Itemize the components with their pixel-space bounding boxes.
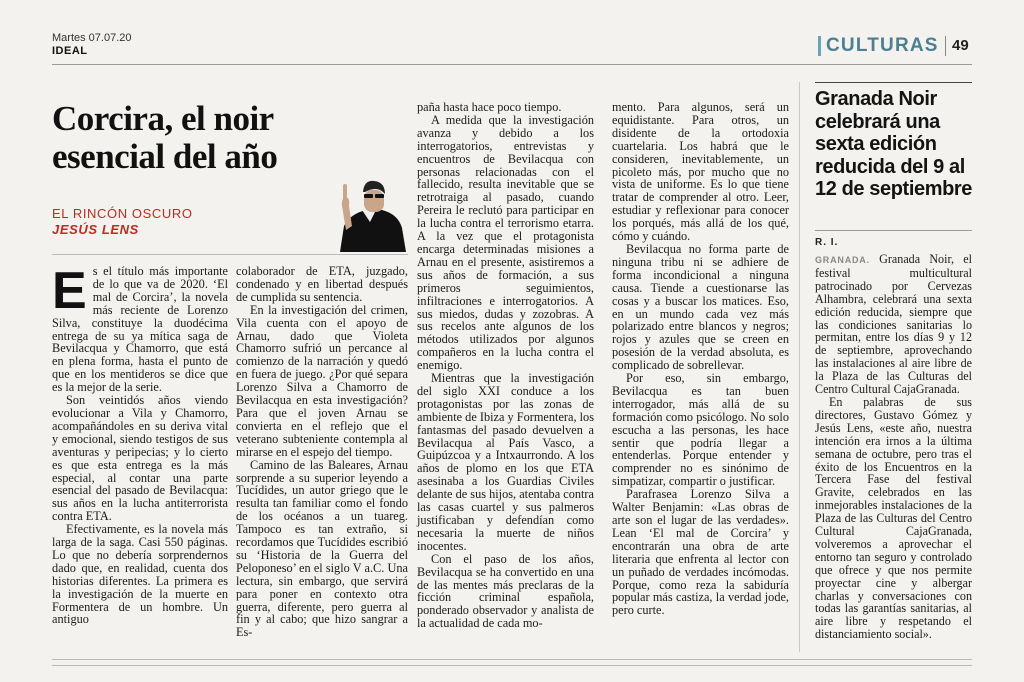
paragraph: s el título más importante de lo que va de 2020. ‘El mal de Corcira’, la novela más reciente de Lorenzo Silva, constituye la duodécima entrega de su ya mítica saga de Bevilacqua y Chamorro, que está en plena forma, hasta el punto de que en los mentideros se dice que es la mejor de la serie. — [52, 264, 228, 395]
paragraph: Con el paso de los años, Bevilacqua se ha convertido en una de las mentes más preclaras de la ficción criminal española, ponderado observador y analista de la actualidad de cada mo- — [417, 551, 594, 631]
sidebar-body — [815, 253, 972, 641]
article-author: JESÚS LENS — [52, 222, 139, 237]
column-kicker: EL RINCÓN OSCURO — [52, 206, 193, 221]
drop-cap: E — [52, 262, 87, 320]
paragraph: Bevilacqua no forma parte de ninguna tribu ni se adhiere de forma incondicional a ninguna causa. Tiende a cuestionarse las cosas y a buscar los matices. Eso, en un mundo cada vez más polarizado entre blancos y negros; rojos y azules que se creen en posesión de la verdad absoluta, es complicado de sobrellevar. — [612, 241, 789, 373]
paragraph — [815, 253, 972, 396]
paragraph: paña hasta hace poco tiempo. — [417, 100, 562, 114]
sidebar-rule — [815, 230, 972, 231]
paragraph-text: Granada Noir, el festival multicultural patrocinado por Cervezas Alhambra, celebrará una sexta edición reducida, siempre que las condiciones sanitarias lo permitan, entre los días 9 y 12 de septiembre, aprovechando las instalaciones al aire libre de la Plaza de las Culturas del Centro Cultural CajaGranada. — [815, 252, 972, 397]
paragraph: Mientras que la investigación del siglo XXI conduce a los protagonistas por las zonas de ambiente de Ibiza y Formentera, los fantasmas del pasado devuelven a Bevilacqua al País Vasco, a Guipúzcoa y a Intxaurrondo. A los años de plomo en los que ETA asesinaba a los Guardias Civiles delante de sus hijos, atentaba contra las casas cuartel y sus palmeros justificaban y defendían como necesaria la muerte de niños inocentes. — [417, 371, 594, 553]
paragraph: Parafrasea Lorenzo Silva a Walter Benjamin: «Las obras de arte son el lugar de las verdades». Lean ‘El mal de Corcira’ y encontrarán una obra de arte literaria que enfrenta al lector con un puñado de verdades incómodas. Porque, como reza la sabiduría popular más castiza, la verdad jode, pero curte. — [612, 487, 789, 618]
sidebar-headline: Granada Noir celebrará una sexta edición reducida del 9 al 12 de septiembre — [815, 88, 973, 200]
sidebar-top-rule — [815, 82, 972, 83]
footer-rule — [52, 659, 972, 660]
paragraph: colaborador de ETA, juzgado, condenado y en libertad después de cumplida su sentencia. — [236, 264, 408, 304]
section-accent-bar — [818, 36, 821, 56]
footer-rule — [52, 665, 972, 666]
paragraph: A medida que la investigación avanza y debido a los interrogatorios, entrevistas y encuentros de Bevilacqua con personas relacionadas con el fallecido, resulta inevitable que se retrotraiga al pasado, cuando Pereira le reclutó para participar en la lucha contra el terrorismo etarra. A la vez que el protagonista encarga determinadas misiones a Arnau en el presente, asistiremos a sus años de formación, a sus primeros seguimientos, infiltraciones e interrogatorios. A sus miedos, dudas y zozobras. A sus recelos ante algunos de los métodos utilizados por algunos compañeros en la lucha contra el enemigo. — [417, 112, 594, 373]
sidebar-byline: R. I. — [815, 237, 839, 248]
article-column-3 — [417, 101, 594, 630]
page-number: 49 — [952, 37, 969, 54]
headline-separator — [52, 254, 408, 255]
page-date: Martes 07.07.20 — [52, 32, 132, 44]
article-headline: Corcira, el noir esencial del año — [52, 99, 278, 176]
article-column-1 — [52, 262, 228, 627]
paragraph: Son veintidós años viendo evolucionar a Vila y Chamorro, acompañándoles en su deriva vital y emocional, siendo testigos de sus aventuras y peripecias; y lo cierto es que esta entrega es la más especial, al contar una parte esencial del pasado de Bevilacqua: sus años en la lucha antiterrorista contra ETA. — [52, 393, 228, 524]
paragraph: Por eso, sin embargo, Bevilacqua es tan buen interrogador, más allá de su formación como psicólogo. No solo escucha a las personas, les hace sentir que podría llegar a entenderlas. Porque entender y comprender no es sinónimo de simpatizar, compartir o justificar. — [612, 371, 789, 489]
paragraph: En palabras de sus directores, Gustavo Gómez y Jesús Lens, «este año, nuestra intención era irnos a la última semana de octubre, pero tras el éxito de los Encuentros en la Tercera Fase del festival Gravite, celebrados en las inmejorables instalaciones de la Plaza de las Culturas del Centro Cultural CajaGranada, volveremos a aprovechar el entorno tan seguro y controlado que ofrece y que nos permite proyectar cine y albergar charlas y conversaciones con todas las garantías sanitarias, al aire libre y respetando el distanciamiento social». — [815, 394, 972, 642]
section-divider — [945, 36, 946, 56]
location-tag: GRANADA. — [815, 255, 870, 265]
section-title: CULTURAS — [826, 35, 939, 56]
paragraph: Efectivamente, es la novela más larga de la saga. Casi 550 páginas. Lo que no debería sorprendernos dado que, en realidad, cuenta dos historias diferentes. La primera es la investigación de la muerte en Formentera de un hombre. Un antiguo — [52, 522, 228, 627]
article-column-2 — [236, 265, 408, 639]
column-divider — [799, 82, 800, 652]
newspaper-name: IDEAL — [52, 45, 88, 57]
paragraph: Camino de las Baleares, Arnau sorprende a su superior leyendo a Tucídides, un autor griego que le resulta tan familiar como el fondo de los océanos a un tuareg. Tampoco es tan extraño, si recordamos que Tucídides escribió su ‘Historia de la Guerra del Peloponeso’ en el siglo V a.C. Una lectura, sin embargo, que servirá para poner en contexto otra guerra, diferente, pero guerra al fin y al cabo; que hizo sangrar a Es- — [236, 457, 408, 640]
author-photo — [326, 170, 410, 252]
article-column-4 — [612, 101, 789, 617]
paragraph: mento. Para algunos, será un equidistante. Para otros, un disidente de la ortodoxia cuartelaria. Los habrá que le consideren, inevitablemente, un picoleto más, por mucho que no vista de uniforme. Es lo que tiene tratar de comprender al otro. Leer, estudiar y reflexionar para conocer los porqués, más allá de los qué, cómo y cuándo. — [612, 100, 789, 244]
header-rule — [52, 64, 972, 65]
paragraph: En la investigación del crimen, Vila cuenta con el apoyo de Arnau, dado que Violeta Chamorro sufrió un percance al comienzo de la narración y quedó en fuera de juego. ¿Por qué separa Lorenzo Silva a Chamorro de Bevilacqua en esta investigación? Para que el joven Arnau se convierta en el reflejo que el veterano subteniente contempla al mirarse en el espejo del tiempo. — [236, 302, 408, 459]
